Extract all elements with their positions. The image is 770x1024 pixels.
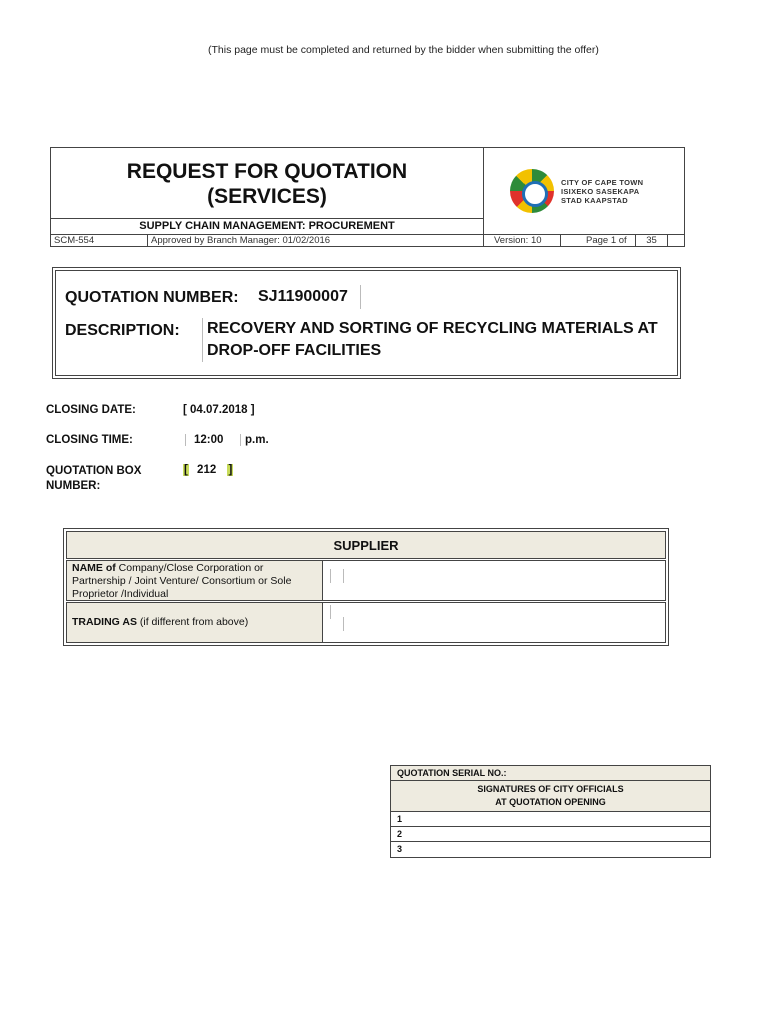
trading-as-label [67,603,323,642]
box-label-line-2: NUMBER: [46,480,101,492]
trading-label-bold: TRADING AS [72,616,137,628]
name-label-rest: Company/Close Corporation or Partnership / Joint Venture/ Consortium or Sole Proprietor /Individual [72,562,292,600]
quotation-serial-table [390,765,711,858]
closing-date-value: [ 04.07.2018 ] [183,404,255,416]
signature-row[interactable]: 1 [391,812,710,827]
approval-info: Approved by Branch Manager: 01/02/2016 [148,235,484,247]
field-marker [343,569,344,583]
quotation-box-label [46,464,141,494]
logo-line-1: CITY OF CAPE TOWN [561,177,644,187]
box-open-bracket: [ [184,464,188,476]
quotation-number-value: SJ11900007 [258,285,361,309]
quotation-box-number [183,464,233,476]
logo-text [561,178,643,205]
signatures-header [391,781,710,812]
header-title-cell [51,148,484,218]
version-info: Version: 10 [484,235,561,247]
closing-time-suffix: p.m. [240,434,269,446]
instruction-note: (This page must be completed and returned by the bidder when submitting the offer) [208,44,599,56]
field-marker [330,605,331,619]
form-header [50,147,685,247]
quotation-number-label: QUOTATION NUMBER: [65,289,239,306]
name-label-bold: NAME of [72,562,116,574]
signature-row[interactable]: 3 [397,844,403,854]
supplier-name-field[interactable] [324,561,665,600]
field-marker [330,569,331,583]
city-logo-icon [510,169,554,213]
header-info-row [51,234,684,247]
trading-label-rest: (if different from above) [139,616,249,628]
field-marker [343,617,344,631]
trading-as-field[interactable] [324,603,665,642]
logo-line-2: ISIXEKO SASEKAPA [561,186,640,196]
supplier-header: SUPPLIER [66,531,666,559]
signatures-line-1: SIGNATURES OF CITY OFFICIALS [477,784,624,794]
box-number-value: 212 [197,464,217,476]
logo-cell [484,148,685,234]
description-value: RECOVERY AND SORTING OF RECYCLING MATERIALS AT DROP-OFF FACILITIES [202,318,672,362]
supplier-name-label [67,561,323,600]
supplier-table [63,528,669,646]
supplier-name-row [66,560,666,601]
quotation-box [55,270,678,376]
signature-row[interactable]: 2 [391,827,710,842]
trading-as-row [66,602,666,643]
closing-time-label: CLOSING TIME: [46,434,133,446]
closing-time-value: 12:00 [185,434,223,446]
logo-line-3: STAD KAAPSTAD [561,195,628,205]
title-line-2: (SERVICES) [207,185,327,208]
form-subtitle: SUPPLY CHAIN MANAGEMENT: PROCUREMENT [51,218,484,234]
box-label-line-1: QUOTATION BOX [46,465,142,477]
form-title [51,148,483,209]
serial-header: QUOTATION SERIAL NO.: [391,766,710,781]
description-label: DESCRIPTION: [65,322,180,339]
box-close-bracket: ] [228,464,233,476]
closing-date-label: CLOSING DATE: [46,404,136,416]
signatures-line-2: AT QUOTATION OPENING [495,797,606,807]
page-label: Page 1 of [586,235,627,246]
form-code: SCM-554 [51,235,148,247]
title-line-1: REQUEST FOR QUOTATION [126,160,408,183]
page-total: 35 [635,235,668,247]
